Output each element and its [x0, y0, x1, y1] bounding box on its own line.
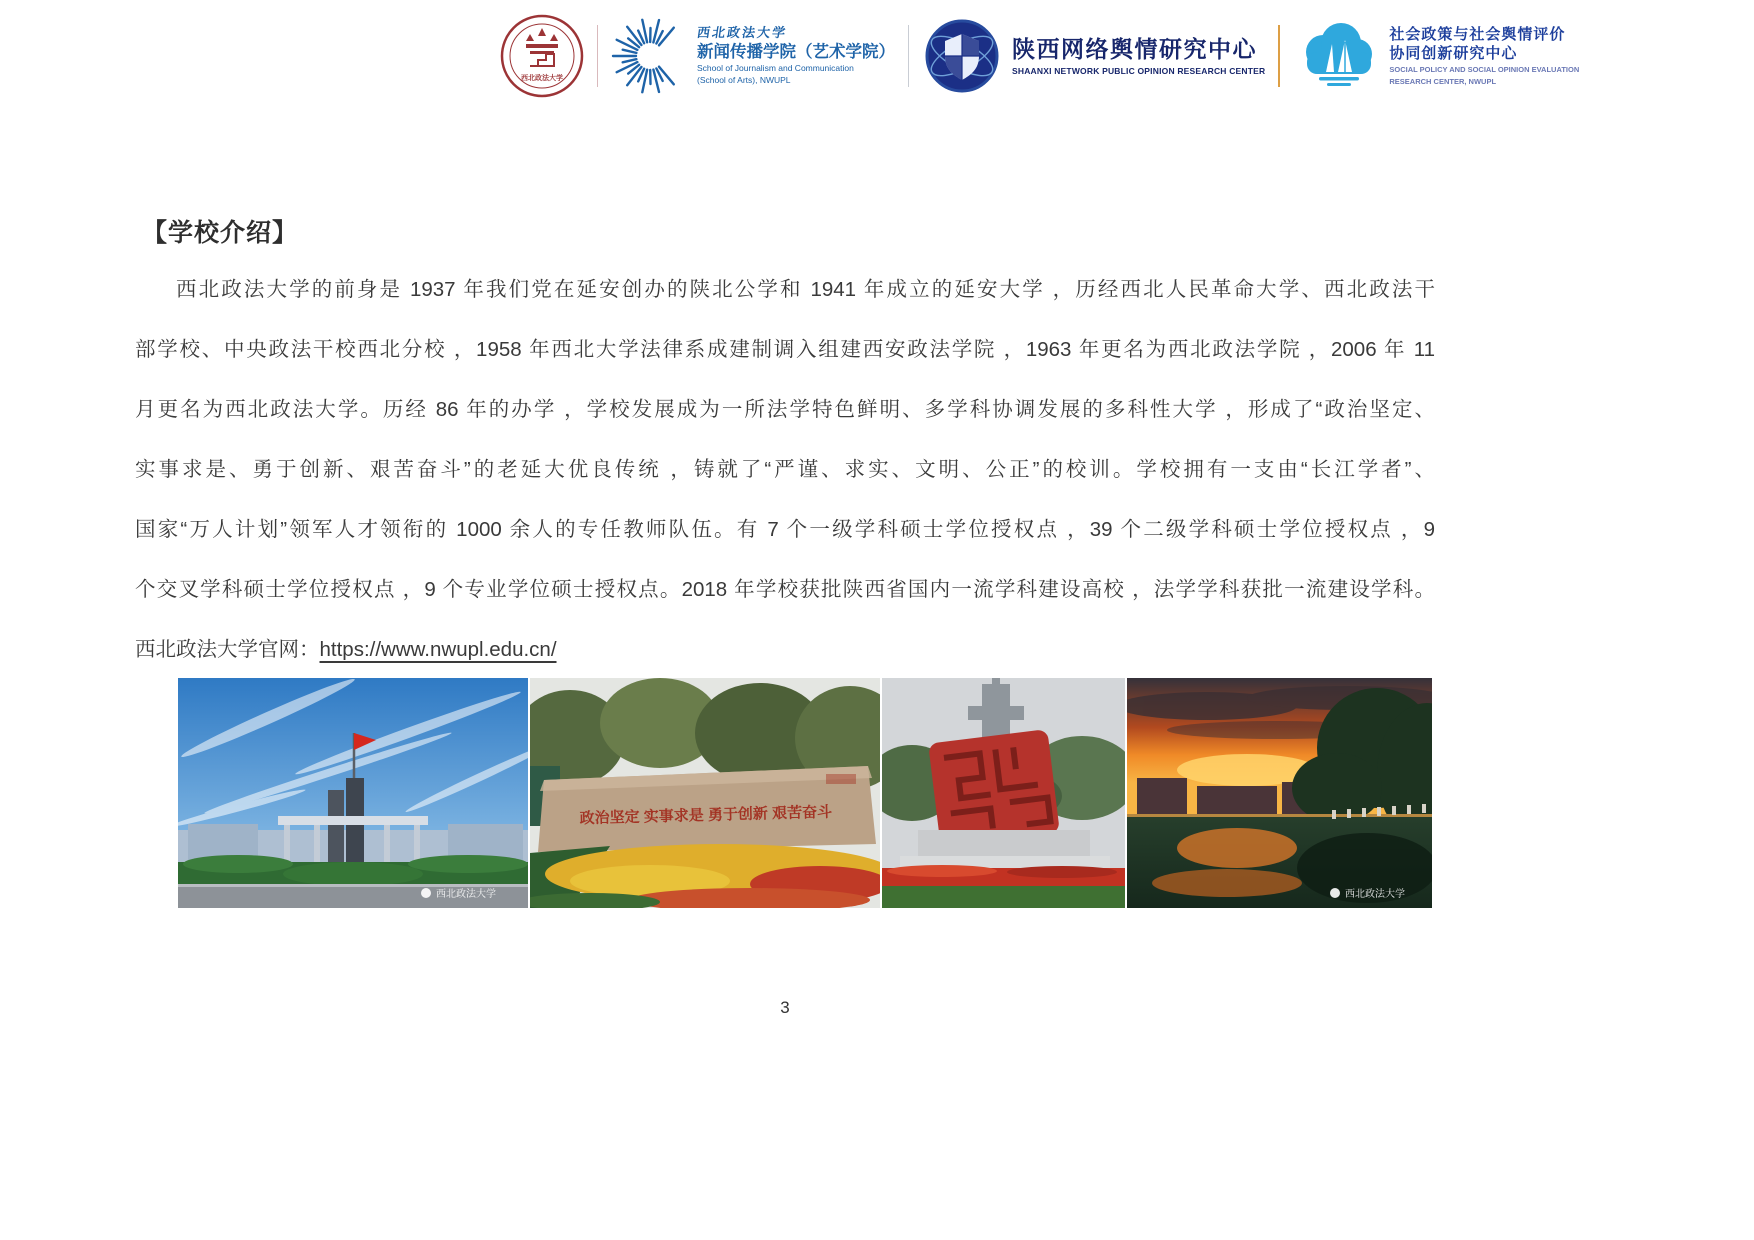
header-divider — [597, 25, 598, 87]
document-header — [500, 8, 1579, 104]
paragraph-line: 月更名为西北政法大学。历经 86 年的办学 ，学校发展成为一所法学特色鲜明、多学科协调发展的多科性大学 ，形成了“政治坚定、 — [135, 398, 1435, 421]
photo-motto-stone — [530, 678, 880, 908]
flower-beds — [530, 844, 880, 908]
globe-shield-icon — [922, 16, 1002, 96]
photo-seal-sculpture — [882, 678, 1125, 908]
flowers-lawn — [882, 865, 1125, 908]
seal-cube — [928, 729, 1060, 847]
watermark-text: 西北政法大学 — [436, 889, 496, 900]
social-policy-logo — [1293, 16, 1579, 96]
social-policy-en-line1: SOCIAL POLICY AND SOCIAL OPINION EVALUATION — [1389, 65, 1580, 75]
paragraph-line: 国家“万人计划”领军人才领衔的 1000 余人的专任教师队伍。有 7 个一级学科硕士学位授权点 ，39 个二级学科硕士学位授权点 ，9 — [135, 518, 1435, 541]
university-seal-icon — [500, 14, 584, 98]
website-label: 西北政法大学官网： — [135, 638, 320, 661]
website-line — [135, 620, 1435, 680]
journalism-title: 新闻传播学院（艺术学院） — [697, 43, 895, 62]
social-policy-line1: 社会政策与社会舆情评价 — [1389, 25, 1566, 43]
journalism-en-line1: School of Journalism and Communication — [697, 63, 854, 74]
photo-sunset-lake — [1127, 678, 1432, 908]
header-divider — [1278, 25, 1280, 87]
paragraph-line: 西北政法大学的前身是 1937 年我们党在延安创办的陕北公学和 1941 年成立的延安大学 ，历经西北人民革命大学、西北政法干 — [176, 278, 1435, 301]
section-title: 【学校介绍】 — [142, 219, 299, 247]
campus-photo-strip — [178, 678, 1432, 908]
social-policy-line2: 协同创新研究中心 — [1389, 44, 1518, 62]
paragraph-line: 实事求是、勇于创新、艰苦奋斗”的老延大优良传统 ，铸就了“严谨、求实、文明、公正”的校训。学校拥有一支由“长江学者”、 — [135, 458, 1435, 481]
header-divider — [908, 25, 909, 87]
intro-paragraph — [135, 260, 1435, 680]
page-number: 3 — [780, 998, 790, 1017]
website-link[interactable]: https://www.nwupl.edu.cn/ — [319, 638, 557, 661]
seal-text: 西北政法大学 — [521, 75, 563, 82]
opinion-center-logo — [922, 16, 1265, 96]
cloud-sails-icon — [1293, 16, 1381, 96]
opinion-center-en: SHAANXI NETWORK PUBLIC OPINION RESEARCH CENTER — [1012, 66, 1266, 77]
stone-motto-text: 政治坚定 实事求是 勇于创新 艰苦奋斗 — [579, 803, 833, 828]
paragraph-line: 个交叉学科硕士学位授权点 ，9 个专业学位硕士授权点。2018 年学校获批陕西省国内一流学科建设高校 ，法学学科获批一流建设学科。 — [135, 578, 1435, 601]
cloud-shape — [1306, 23, 1372, 74]
sunburst-rays — [613, 20, 674, 92]
journalism-school-logo — [611, 17, 895, 95]
sunburst-c-icon — [611, 17, 689, 95]
lawn-and-road — [178, 855, 528, 908]
journalism-en-line2: (School of Arts), NWUPL — [697, 74, 791, 85]
watermark-text: 西北政法大学 — [1345, 889, 1405, 900]
nwupl-seal-logo — [500, 14, 584, 98]
paragraph-line: 部学校、中央政法干校西北分校 ，1958 年西北大学法律系成建制调入组建西安政法学院 ，1963 年更名为西北政法学院 ，2006 年 11 — [135, 338, 1435, 361]
opinion-center-title: 陕西网络舆情研究中心 — [1012, 35, 1257, 62]
social-policy-en-line2: RESEARCH CENTER, NWUPL — [1389, 76, 1497, 86]
journalism-calligraphy-text: 西北政法大学 — [696, 25, 789, 41]
plinth — [900, 830, 1110, 870]
motto-stone — [538, 766, 876, 852]
photo-campus-gate — [178, 678, 528, 908]
